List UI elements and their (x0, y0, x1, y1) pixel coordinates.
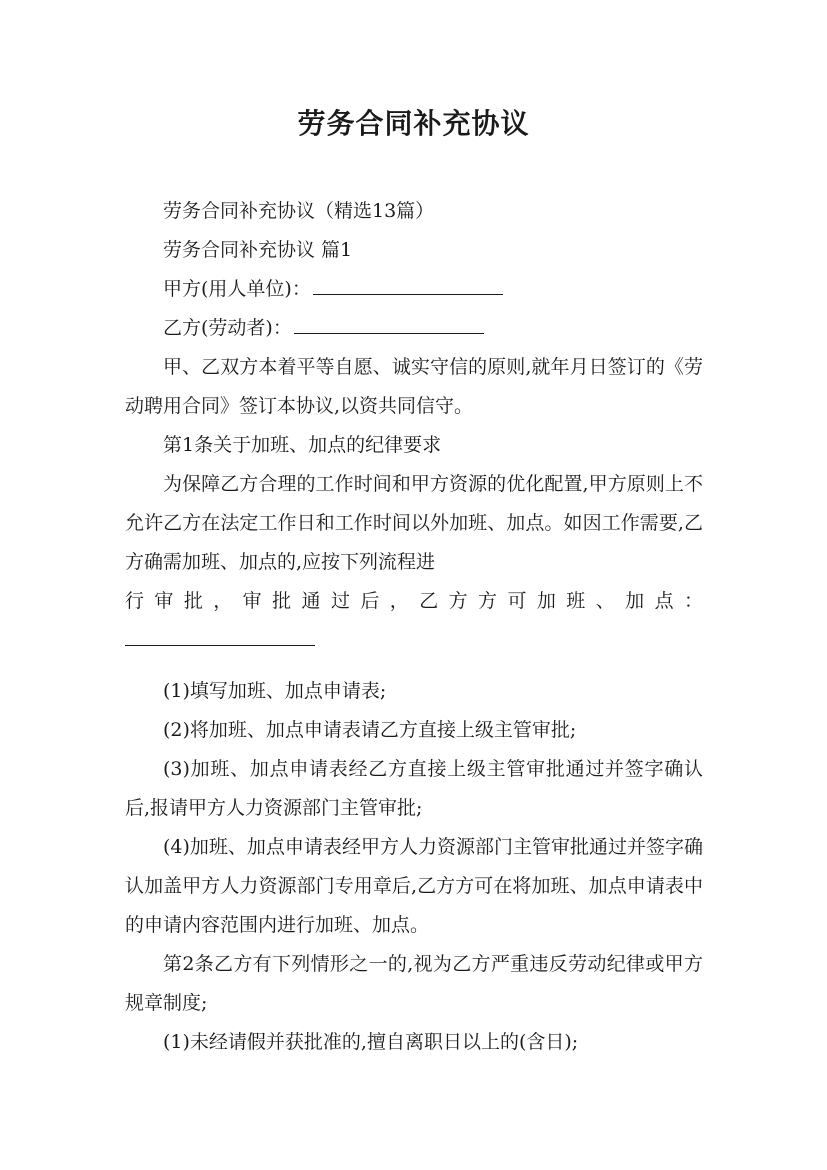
paragraph-article-1-body: 为保障乙方合理的工作时间和甲方资源的优化配置,甲方原则上不允许乙方在法定工作日和工作时间以外加班、加点。如因工作需要,乙方确需加班、加点的,应按下列流程进 (125, 473, 703, 573)
document-title: 劳务合同补充协议 (297, 107, 530, 140)
paragraph-article-2-heading: 第2条乙方有下列情形之一的,视为乙方严重违反劳动纪律或甲方规章制度; (125, 953, 703, 1014)
paragraph-approval-blank (125, 621, 703, 660)
document-body (125, 192, 703, 1062)
party-a-label: 甲方(用人单位)： (163, 278, 311, 300)
spacer (125, 660, 703, 672)
paragraph-article-1-heading: 第1条关于加班、加点的纪律要求 (163, 434, 442, 456)
paragraph-step-3: (3)加班、加点申请表经乙方直接上级主管审批通过并签字确认后,报请甲方人力资源部门主管审批; (125, 758, 703, 819)
party-a-blank-line (313, 272, 503, 295)
paragraph-subtitle: 劳务合同补充协议（精选13篇） (163, 200, 435, 222)
paragraph-party-a (125, 270, 703, 309)
paragraph-step-4: (4)加班、加点申请表经甲方人力资源部门主管审批通过并签字确认加盖甲方人力资源部门专用章后,乙方方可在将加班、加点申请表中的申请内容范围内进行加班、加点。 (125, 836, 703, 936)
paragraph-step-1: (1)填写加班、加点申请表; (163, 680, 387, 702)
party-b-label: 乙方(劳动者)： (163, 317, 292, 339)
party-b-blank-line (294, 311, 484, 334)
paragraph-article-2-item-1: (1)未经请假并获批准的,擅自离职日以上的(含日); (163, 1031, 579, 1053)
paragraph-article-1-approval: 行审批，审批通过后，乙方方可加班、加点： (125, 590, 703, 612)
paragraph-preamble: 甲、乙双方本着平等自愿、诚实守信的原则,就年月日签订的《劳动聘用合同》签订本协议,以资共同信守。 (125, 356, 703, 417)
paragraph-party-b (125, 309, 703, 348)
approval-blank-line (125, 623, 315, 646)
paragraph-step-2: (2)将加班、加点申请表请乙方直接上级主管审批; (163, 719, 577, 741)
paragraph-chapter-heading: 劳务合同补充协议 篇1 (163, 239, 353, 261)
